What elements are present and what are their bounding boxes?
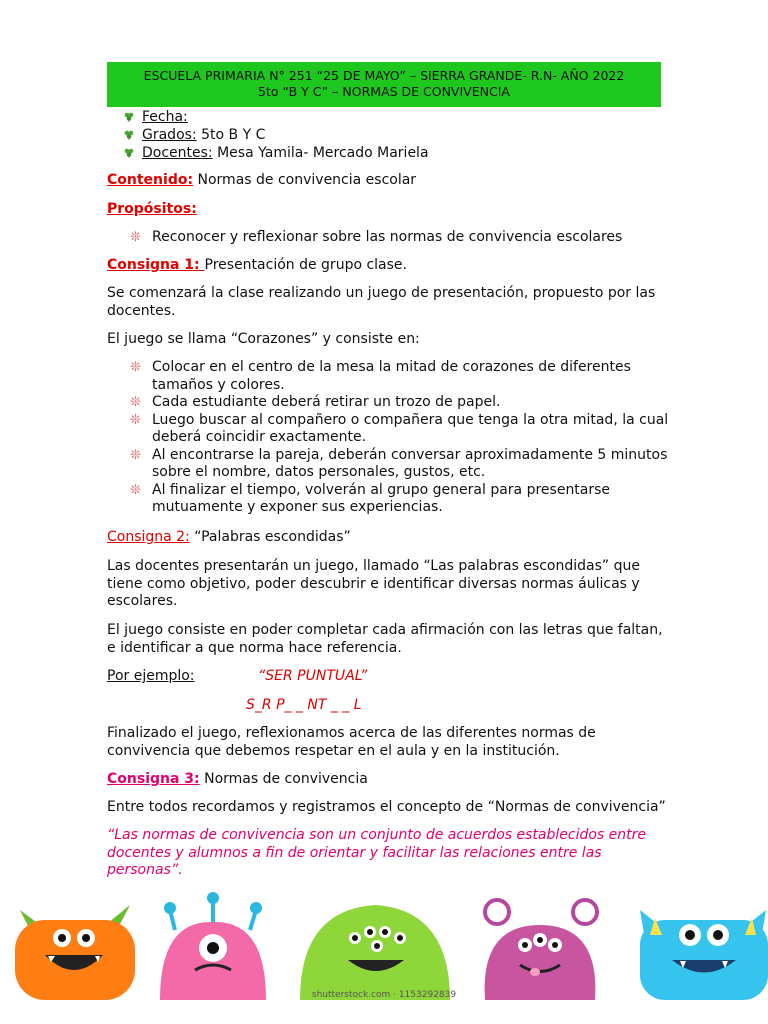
consigna3-heading <box>107 771 667 789</box>
image-credit: shutterstock.com · 1153292839 <box>311 990 457 1000</box>
contenido-text: Normas de convivencia escolar <box>193 172 417 188</box>
list-item: ❊ Al encontrarse la pareja, deberán conversar aproximadamente 5 minutos sobre el nombre, datos personales, gustos, etc. <box>130 446 668 480</box>
ejemplo-blanks: S_R P_ _ NT _ _ L <box>246 697 362 713</box>
ejemplo-line <box>107 668 667 686</box>
consigna2-paragraph-2: El juego consiste en poder completar cada afirmación con las letras que faltan, e identificar a que norma hace referencia. <box>107 622 663 656</box>
info-fecha <box>124 108 188 126</box>
grados-value: 5to B Y C <box>196 127 266 143</box>
consigna1-title: Presentación de grupo clase. <box>204 257 407 273</box>
header-line-1: ESCUELA PRIMARIA N° 251 “25 DE MAYO” – SIERRA GRANDE- R.N- AÑO 2022 <box>143 68 625 83</box>
contenido-label: Contenido: <box>107 172 194 188</box>
list-item: ❊ Reconocer y reflexionar sobre las normas de convivencia escolares <box>130 229 623 245</box>
list-item: ❊ Al finalizar el tiempo, volverán al grupo general para presentarse mutuamente y exponer sus experiencias. <box>130 481 611 515</box>
consigna3-label: Consigna 3: <box>107 771 200 787</box>
star-burst-icon: ❊ <box>130 230 141 245</box>
consigna1-list <box>130 359 670 517</box>
consigna2-label: Consigna 2: <box>107 529 190 545</box>
fecha-label: Fecha: <box>142 109 188 125</box>
consigna3-paragraph-1: Entre todos recordamos y registramos el concepto de “Normas de convivencia” <box>107 799 666 815</box>
star-burst-icon: ❊ <box>130 482 141 498</box>
star-burst-icon: ❊ <box>130 412 141 428</box>
docentes-value: Mesa Yamila- Mercado Mariela <box>212 145 429 161</box>
consigna2-paragraph-1: Las docentes presentarán un juego, llamado “Las palabras escondidas” que tiene como objetivo, poder descubrir e identificar diversas normas áulicas y escolares. <box>107 558 640 609</box>
green-clover-icon <box>124 112 134 122</box>
ejemplo-label: Por ejemplo: <box>107 668 195 684</box>
purple-monster <box>485 900 597 1000</box>
contenido-line <box>107 172 667 190</box>
consigna2-title: “Palabras escondidas” <box>189 529 351 545</box>
consigna2-heading <box>107 529 667 547</box>
star-burst-icon: ❊ <box>130 447 141 463</box>
green-monster <box>300 905 450 1000</box>
consigna2-paragraph-3: Finalizado el juego, reflexionamos acerca de las diferentes normas de convivencia que debemos respetar en el aula y en la institución. <box>107 725 596 759</box>
docentes-label: Docentes: <box>142 145 213 161</box>
list-item: ❊ Colocar en el centro de la mesa la mitad de corazones de diferentes tamaños y colores. <box>130 359 631 393</box>
green-clover-icon <box>124 148 134 158</box>
ejemplo-word: “SER PUNTUAL” <box>258 668 368 684</box>
consigna1-label: Consigna 1: <box>107 257 205 273</box>
grados-label: Grados: <box>142 127 197 143</box>
propositos-heading <box>107 201 667 219</box>
consigna1-paragraph-2: El juego se llama “Corazones” y consiste en: <box>107 331 420 347</box>
orange-monster <box>15 905 135 1000</box>
propositos-label: Propósitos: <box>107 201 197 217</box>
green-clover-icon <box>124 130 134 140</box>
consigna1-paragraph-1: Se comenzará la clase realizando un juego de presentación, propuesto por las docentes. <box>107 285 656 319</box>
list-item: ❊ Cada estudiante deberá retirar un trozo de papel. <box>130 394 501 410</box>
monsters-illustration <box>0 890 768 1000</box>
info-grados <box>124 126 265 144</box>
school-header <box>107 62 661 107</box>
convivencia-quote: “Las normas de convivencia son un conjunto de acuerdos establecidos entre docentes y alumnos a fin de orientar y facilitar las relaciones entre las personas”. <box>107 827 646 878</box>
consigna1-heading <box>107 257 667 275</box>
list-item: ❊ Luego buscar al compañero o compañera que tenga la otra mitad, la cual deberá coincidir exactamente. <box>130 411 669 445</box>
star-burst-icon: ❊ <box>130 395 141 410</box>
star-burst-icon: ❊ <box>130 360 141 375</box>
blue-monster <box>640 910 768 1000</box>
propositos-list <box>130 229 670 247</box>
pink-monster <box>160 892 266 1000</box>
consigna3-title: Normas de convivencia <box>199 771 368 787</box>
info-docentes <box>124 144 429 162</box>
header-line-2: 5to “B Y C” – NORMAS DE CONVIVENCIA <box>258 84 510 99</box>
